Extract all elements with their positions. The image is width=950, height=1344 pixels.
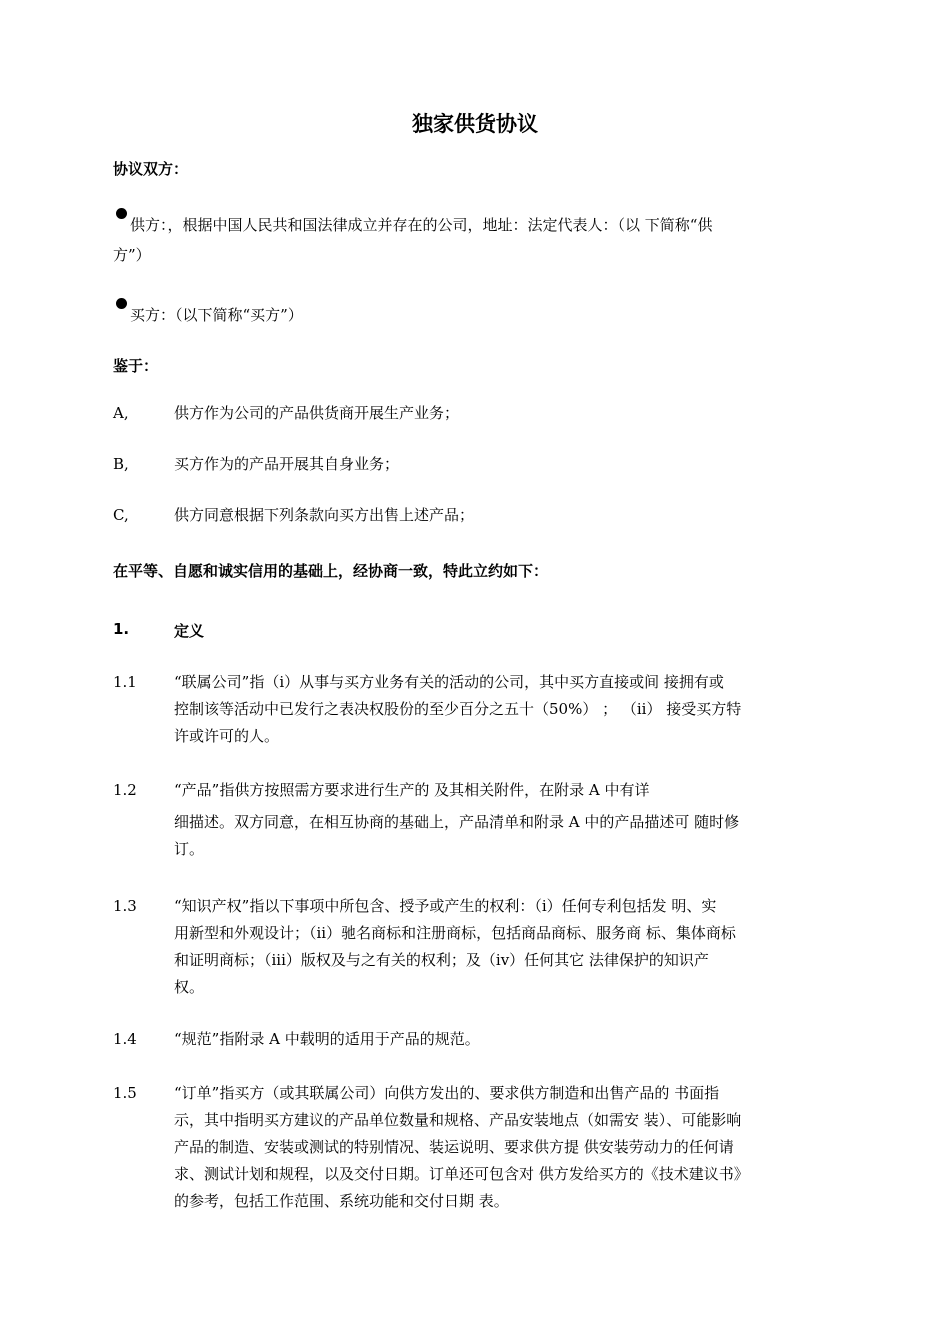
buyer-line: 买方：（以下简称“买方”） — [130, 306, 303, 324]
clause-line: 控制该等活动中已发行之表决权股份的至少百分之五十（50%） ； （ii） 接受买方特 — [174, 700, 742, 718]
clause-line: 许或许可的人。 — [174, 727, 280, 745]
bullet-icon — [116, 208, 127, 219]
clause-number: 1.2 — [113, 781, 137, 799]
recital-label: B, — [113, 455, 129, 473]
clause-line: “订单”指买方（或其联属公司）向供方发出的、要求供方制造和出售产品的 书面指 — [174, 1084, 720, 1102]
clause-line: 细描述。双方同意，在相互协商的基础上，产品清单和附录 A 中的产品描述可 随时修 — [174, 813, 740, 831]
clause-line: “联属公司”指（i）从事与买方业务有关的活动的公司，其中买方直接或间 接拥有或 — [174, 673, 724, 691]
clause-number: 1.1 — [113, 673, 137, 691]
seller-line-2: 方”） — [113, 246, 151, 264]
recital-text: 供方作为公司的产品供货商开展生产业务； — [174, 404, 460, 422]
section-number: 1. — [113, 620, 130, 638]
clause-line: 求、测试计划和规程，以及交付日期。订单还可包含对 供方发给买方的《技术建议书》 — [174, 1165, 749, 1183]
agreement-intro: 在平等、自愿和诚实信用的基础上，经协商一致，特此立约如下： — [113, 562, 549, 580]
clause-line: 产品的制造、安装或测试的特别情况、装运说明、要求供方提 供安装劳动力的任何请 — [174, 1138, 734, 1156]
clause-number: 1.4 — [113, 1030, 137, 1048]
bullet-icon — [116, 298, 127, 309]
recital-label: A, — [113, 404, 129, 422]
clause-line: 权。 — [174, 978, 205, 996]
seller-line-1: 供方：，根据中国人民共和国法律成立并存在的公司，地址：法定代表人：（以 下简称“供 — [130, 216, 713, 234]
parties-heading: 协议双方： — [113, 160, 189, 178]
clause-line: “知识产权”指以下事项中所包含、授予或产生的权利：（i）任何专利包括发 明、实 — [174, 897, 717, 915]
clause-line: “规范”指附录 A 中载明的适用于产品的规范。 — [174, 1030, 480, 1048]
clause-number: 1.3 — [113, 897, 137, 915]
document-title: 独家供货协议 — [412, 112, 538, 136]
clause-number: 1.5 — [113, 1084, 137, 1102]
clause-line: 订。 — [174, 840, 205, 858]
recital-text: 供方同意根据下列条款向买方出售上述产品； — [174, 506, 475, 524]
clause-line: 的参考，包括工作范围、系统功能和交付日期 表。 — [174, 1192, 509, 1210]
clause-line: 示，其中指明买方建议的产品单位数量和规格、产品安装地点（如需安 装）、可能影响 — [174, 1111, 742, 1129]
clause-line: 用新型和外观设计；（ii）驰名商标和注册商标，包括商品商标、服务商 标、集体商标 — [174, 924, 736, 942]
section-title: 定义 — [174, 622, 205, 640]
clause-line: “产品”指供方按照需方要求进行生产的 及其相关附件，在附录 A 中有详 — [174, 781, 650, 799]
recital-text: 买方作为的产品开展其自身业务； — [174, 455, 400, 473]
clause-line: 和证明商标；（iii）版权及与之有关的权利；及（iv）任何其它 法律保护的知识产 — [174, 951, 709, 969]
whereas-heading: 鉴于： — [113, 357, 159, 375]
recital-label: C, — [113, 506, 129, 524]
